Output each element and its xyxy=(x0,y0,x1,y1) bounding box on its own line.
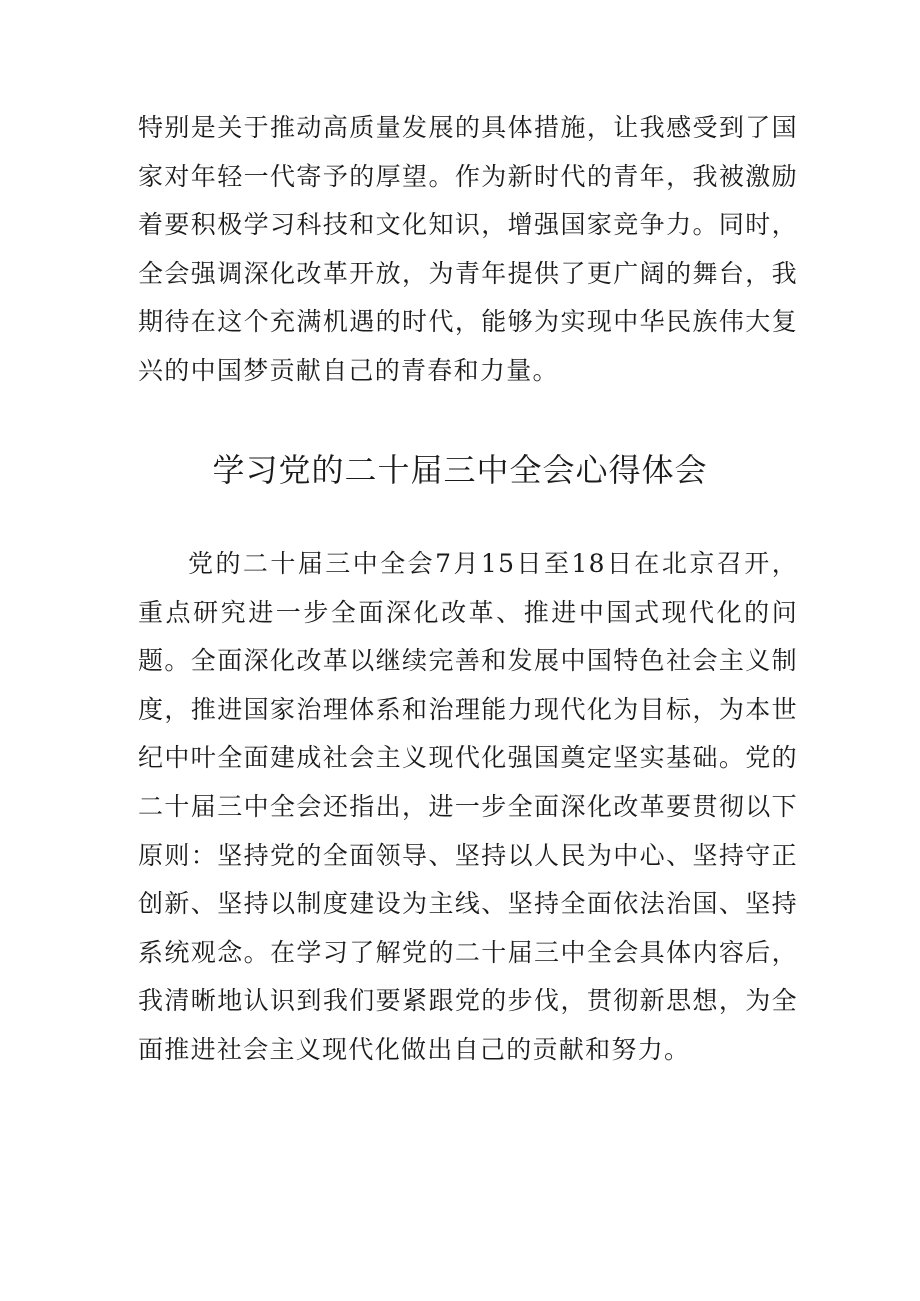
body-paragraph: 党的二十届三中全会7月15日至18日在北京召开，重点研究进一步全面深化改革、推进中国式现代化的问题。全面深化改革以继续完善和发展中国特色社会主义制度，推进国家治理体系和治理能力现代化为目标，为本世纪中叶全面建成社会主义现代化强国奠定坚实基础。党的二十届三中全会还指出，进一步全面深化改革要贯彻以下原则：坚持党的全面领导、坚持以人民为中心、坚持守正创新、坚持以制度建设为主线、坚持全面依法治国、坚持系统观念。在学习了解党的二十届三中全会具体内容后，我清晰地认识到我们要紧跟党的步伐，贯彻新思想，为全面推进社会主义现代化做出自己的贡献和努力。 xyxy=(138,549,798,1064)
document-title: 学习党的二十届三中全会心得体会 xyxy=(212,451,708,489)
continued-paragraph: 特别是关于推动高质量发展的具体措施，让我感受到了国家对年轻一代寄予的厚望。作为新时代的青年，我被激励着要积极学习科技和文化知识，增强国家竞争力。同时，全会强调深化改革开放，为青年提供了更广阔的舞台，我期待在这个充满机遇的时代，能够为实现中华民族伟大复兴的中国梦贡献自己的青春和力量。 xyxy=(138,113,798,385)
